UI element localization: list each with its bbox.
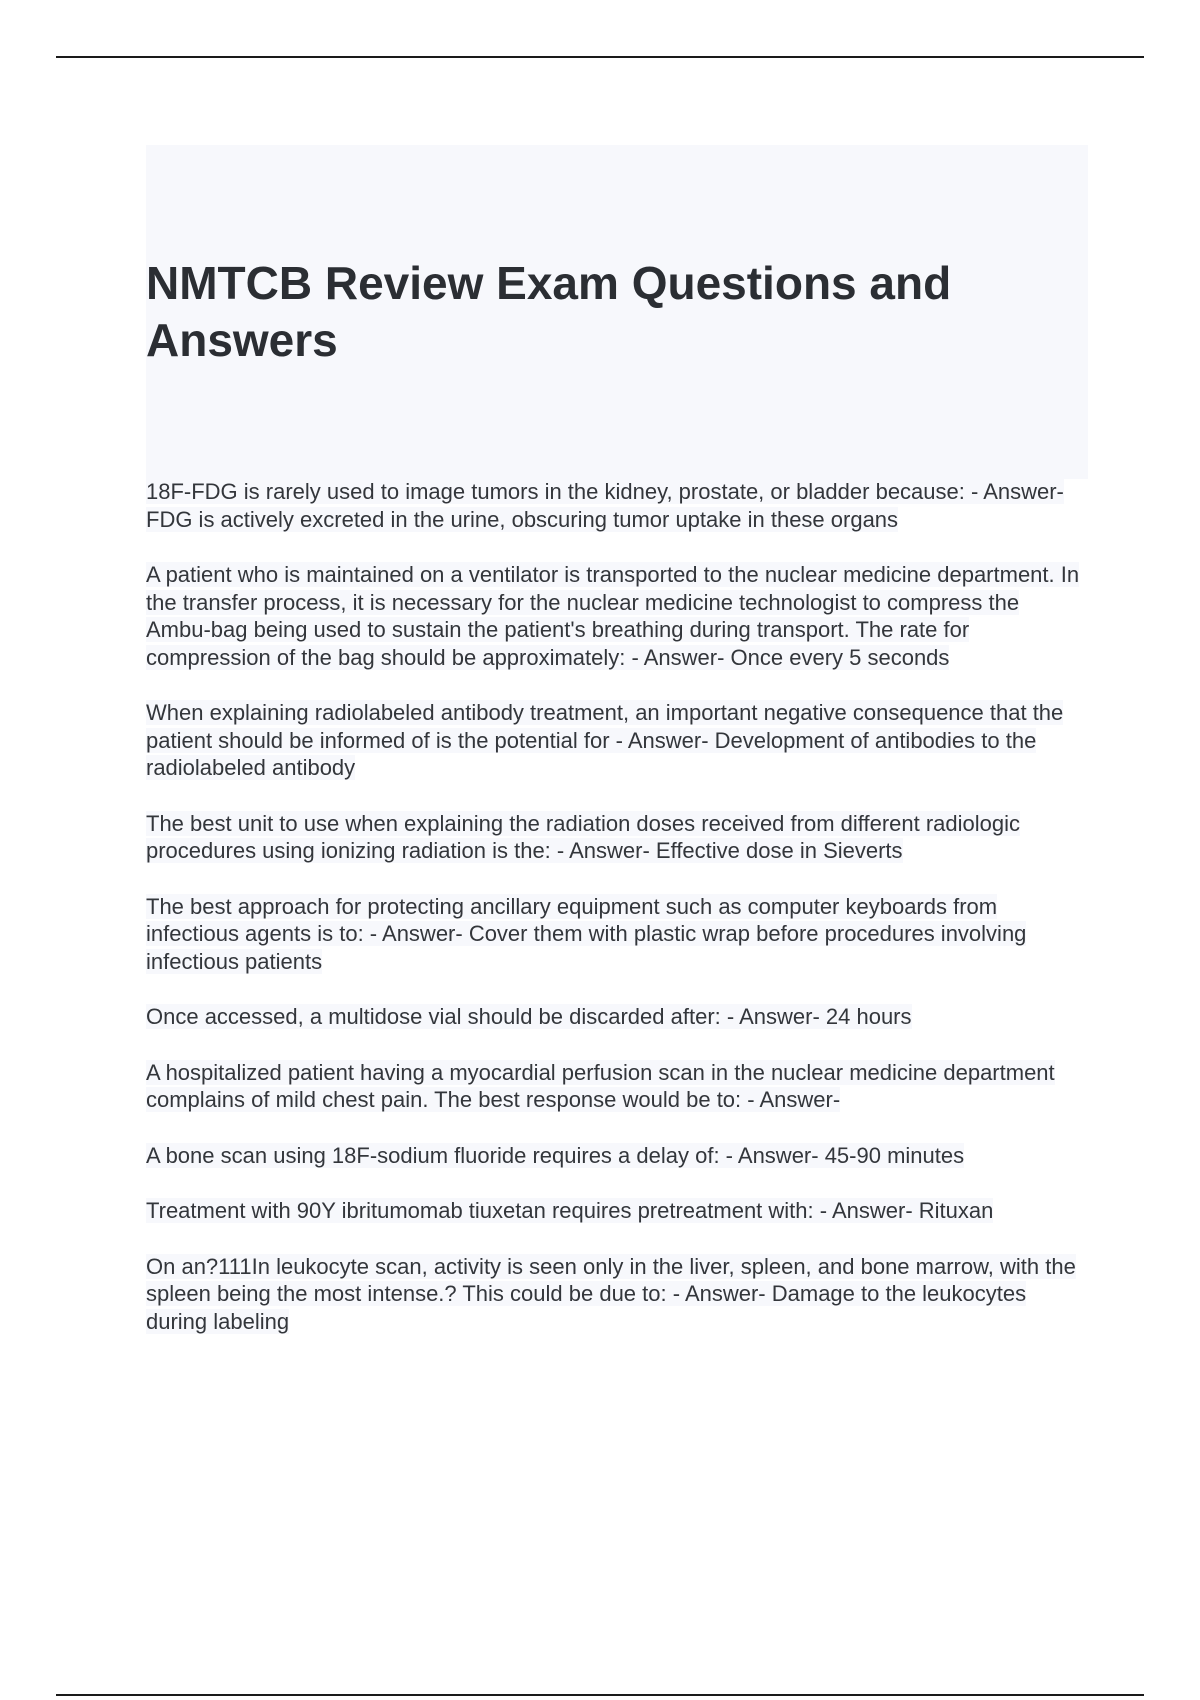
- qa-item: [146, 478, 1088, 533]
- qa-item: [146, 1059, 1088, 1114]
- qa-text: A hospitalized patient having a myocardial perfusion scan in the nuclear medicine department complains of mild chest pain. The best response would be to: - Answer-: [146, 1059, 1055, 1112]
- qa-item: [146, 1003, 1088, 1031]
- qa-item: [146, 699, 1088, 782]
- qa-text: On an?111In leukocyte scan, activity is seen only in the liver, spleen, and bone marrow, with the spleen being the most intense.? This could be due to: - Answer- Damage to the leukocytes during labeling: [146, 1253, 1076, 1334]
- qa-text: A bone scan using 18F-sodium fluoride requires a delay of: - Answer- 45-90 minutes: [146, 1142, 965, 1168]
- qa-item: [146, 1142, 1088, 1170]
- bottom-divider: [56, 1694, 1144, 1696]
- qa-item: [146, 1197, 1088, 1225]
- qa-text: Once accessed, a multidose vial should be discarded after: - Answer- 24 hours: [146, 1004, 912, 1029]
- qa-item: [146, 1253, 1088, 1336]
- qa-text: 18F-FDG is rarely used to image tumors in the kidney, prostate, or bladder because: - Answer- FDG is actively excreted in the urine, obscuring tumor uptake in these organs: [146, 479, 1064, 532]
- page-title: NMTCB Review Exam Questions and Answers: [146, 257, 952, 366]
- qa-text: The best approach for protecting ancillary equipment such as computer keyboards from infectious agents is to: - Answer- Cover them with plastic wrap before procedures involving infectious patients: [146, 893, 1027, 974]
- qa-text: When explaining radiolabeled antibody treatment, an important negative consequence that the patient should be informed of is the potential for - Answer- Development of antibodies to the radiolabeled antibody: [146, 700, 1064, 780]
- qa-item: [146, 561, 1088, 671]
- qa-text: A patient who is maintained on a ventilator is transported to the nuclear medicine department. In the transfer process, it is necessary for the nuclear medicine technologist to compress the Ambu-bag being used to sustain the patient's breathing during transport. The rate for compression of the bag should be approximately: - Answer- Once every 5 seconds: [146, 562, 1080, 670]
- qa-item: [146, 810, 1088, 865]
- qa-item: [146, 893, 1088, 976]
- qa-text: The best unit to use when explaining the radiation doses received from different radiologic procedures using ionizing radiation is the: - Answer- Effective dose in Sieverts: [146, 810, 1021, 863]
- qa-text: Treatment with 90Y ibritumomab tiuxetan requires pretreatment with: - Answer- Rituxan: [146, 1198, 994, 1223]
- qa-list: [146, 478, 1088, 1363]
- top-divider: [56, 56, 1144, 58]
